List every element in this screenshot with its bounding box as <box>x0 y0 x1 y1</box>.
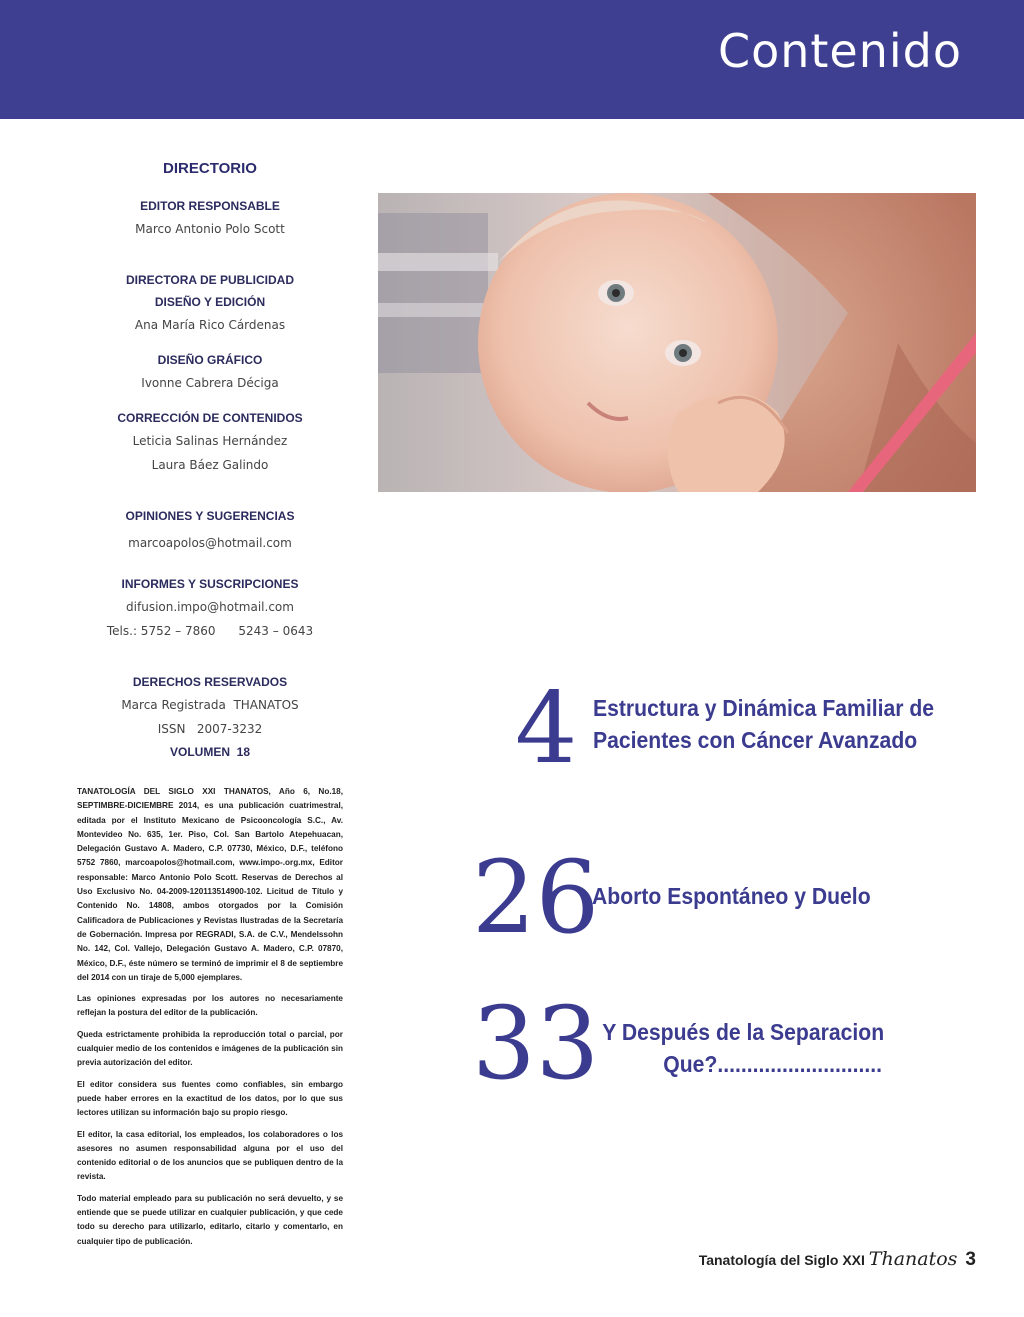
editor-block <box>60 195 360 241</box>
toc-page-number: 26 <box>472 839 600 956</box>
informes-block <box>60 573 360 643</box>
legal-paragraph: Queda estrictamente prohibida la reproducción total o parcial, por cualquier medio de los contenidos e imágenes de la publicación sin previa autorización del editor. <box>77 1029 343 1068</box>
page-footer <box>699 1248 976 1271</box>
publicidad-name: Ana María Rico Cárdenas <box>134 318 286 332</box>
legal-paragraph: Las opiniones expresadas por los autores no necesariamente reflejan la postura del editor de la publicación. <box>77 994 343 1018</box>
editor-label: EDITOR RESPONSABLE <box>140 199 280 213</box>
publicidad-label: DIRECTORA DE PUBLICIDAD <box>125 273 294 287</box>
legal-paragraph: Todo material empleado para su publicación no será devuelto, y se entiende que se puede utilizar en cualquier publicación, y que cede todo su derecho para utilizarlo, editarlo, citarlo y comentarlo, en cualquier tipo de publicación. <box>77 1193 343 1246</box>
toc-page-number: 4 <box>515 672 578 786</box>
grafico-name: Ivonne Cabrera Déciga <box>141 376 279 390</box>
grafico-label: DISEÑO GRÁFICO <box>157 353 263 367</box>
header-banner <box>0 0 1024 119</box>
footer-text: Tanatología del Siglo XXI <box>698 1252 869 1268</box>
cover-photo <box>378 193 976 492</box>
informes-label: INFORMES Y SUSCRIPCIONES <box>121 577 299 591</box>
toc-title <box>593 692 979 756</box>
footer-brand: Thanatos <box>868 1248 958 1270</box>
toc-title-line: Y Después de la Separacion <box>602 1019 885 1045</box>
legal-paragraph: El editor, la casa editorial, los empleados, los colaboradores o los asesores no asumen responsabilidad alguna por el uso del contenido editorial o de los anuncios que se publiquen dentro de la revista. <box>77 1129 343 1182</box>
correccion-block <box>60 407 360 477</box>
toc-item[interactable] <box>472 839 942 956</box>
issn-text: ISSN 2007-3232 <box>157 722 263 736</box>
legal-paragraph: El editor considera sus fuentes como confiables, sin embargo puede haber errores en la exactitud de los datos, por lo que sus lectores utilizan su información bajo su propio riesgo. <box>77 1079 343 1118</box>
correccion-name-2: Laura Báez Galindo <box>151 458 269 472</box>
informes-tel: Tels.: 5752 – 7860 5243 – 0643 <box>106 624 314 638</box>
toc-title <box>592 880 896 912</box>
toc-page-number: 33 <box>472 985 600 1102</box>
editor-name: Marco Antonio Polo Scott <box>135 222 285 236</box>
publicidad-block <box>60 269 360 337</box>
toc-title <box>596 1016 890 1080</box>
derechos-block <box>60 671 360 763</box>
informes-email[interactable]: difusion.impo@hotmail.com <box>126 600 294 614</box>
toc-title-line: Aborto Espontáneo y Duelo <box>592 883 871 909</box>
marca-text: Marca Registrada THANATOS <box>121 698 299 712</box>
legal-paragraph: TANATOLOGÍA DEL SIGLO XXI THANATOS, Año 6, No.18, SEPTIMBRE-DICIEMBRE 2014, es una publicación cuatrimestral, editada por el Instituto Mexicano de Psicooncología S.C., Av. Montevideo No. 635, 1er. Piso, Col. San Bartolo Atepehuacan, Delegación Gustavo A. Madero, C.P. 07730, México, D.F., teléfono 5752 7860, marcoapolos@hotmail.com, www.impo-.org.mx, Editor responsable: Marco Antonio Polo Scott. Reservas de Derechos al Uso Exclusivo No. 04-2009-120113514900-102. Licitud de Título y Contenido No. 14808, ambos otorgados por la Comisión Calificadora de Publicaciones y Revistas Ilustradas de la Secretaría de Gobernación. Impresa por REGRADI, S.A. de C.V., Mendelssohn No. 142, Col. Vallejo, Delegación Gustavo A. Madero, C.P. 07870, México, D.F., éste número se terminó de imprimir el 8 de septiembre del 2014 con un tiraje de 5,000 ejemplares. <box>77 787 343 982</box>
toc-title-line: Estructura y Dinámica Familiar de <box>593 695 935 721</box>
page-title: Contenido <box>717 24 962 78</box>
directory-heading: DIRECTORIO <box>163 160 257 177</box>
opiniones-email[interactable]: marcoapolos@hotmail.com <box>128 536 292 550</box>
opiniones-label: OPINIONES Y SUGERENCIAS <box>125 509 295 523</box>
opiniones-block <box>60 505 360 555</box>
correccion-name-1: Leticia Salinas Hernández <box>132 434 288 448</box>
correccion-label: CORRECCIÓN DE CONTENIDOS <box>117 411 303 425</box>
volumen-text: VOLUMEN 18 <box>169 745 250 759</box>
page-number: 3 <box>965 1249 976 1270</box>
toc-item[interactable] <box>515 672 975 786</box>
child-photo-illustration <box>378 193 976 492</box>
toc-title-line: Pacientes con Cáncer Avanzado <box>593 727 918 753</box>
directory <box>60 160 360 775</box>
legal-notice <box>77 785 343 1256</box>
derechos-label: DERECHOS RESERVADOS <box>132 675 288 689</box>
grafico-block <box>60 349 360 395</box>
toc-title-line: Que?............................ <box>663 1051 882 1077</box>
toc-item[interactable] <box>472 985 952 1102</box>
diseno-edicion-label: DISEÑO Y EDICIÓN <box>154 295 266 309</box>
